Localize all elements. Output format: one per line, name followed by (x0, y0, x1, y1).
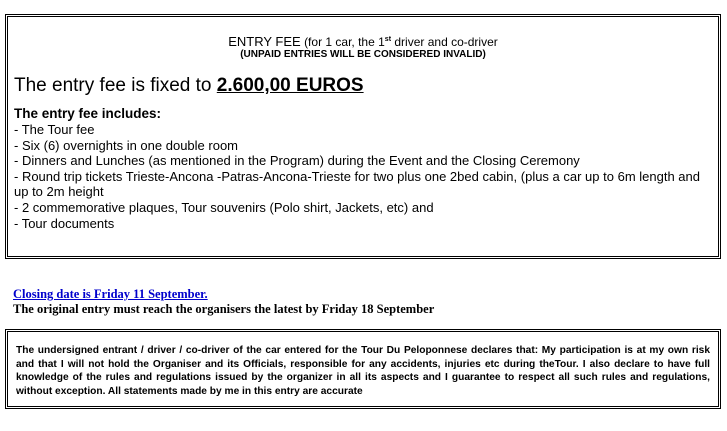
original-entry-deadline: The original entry must reach the organisers the latest by Friday 18 September (13, 302, 435, 316)
closing-date-link[interactable]: Closing date is Friday 11 September. (13, 287, 208, 301)
unpaid-entries-warning: (UNPAID ENTRIES WILL BE CONSIDERED INVALID) (240, 49, 486, 60)
entry-fee-note-ordinal: 1 (378, 35, 385, 49)
declaration-text: The undersigned entrant / driver / co-driver of the car entered for the Tour Du Peloponnese declares that: My participation is at my own risk and that I will not hold the Organiser and its Officials, responsible for any accidents, injuries etc during theTour. I also declare to have full knowledge of the rules and regulations issued by the organizer in all its aspects and I guarantee to respect all such rules and regulations, without exception. All statements made by me in this entry are accurate (16, 345, 710, 397)
includes-title: The entry fee includes: (14, 106, 162, 121)
entry-fee-note-ordinal-sup: st (384, 36, 392, 43)
fee-fixed-text: The entry fee is fixed to (14, 75, 212, 96)
list-item: - Dinners and Lunches (as mentioned in the Program) during the Event and the Closing Ceremony (14, 153, 580, 169)
fee-amount: 2.600,00 EUROS (216, 75, 364, 96)
fee-fixed-line (14, 75, 712, 97)
entry-fee-note-pre: (for 1 car, the (304, 35, 375, 49)
list-item: - Six (6) overnights in one double room (14, 137, 239, 153)
entry-fee-box (5, 14, 721, 259)
entry-fee-note-post: driver and co-driver (394, 35, 498, 49)
list-item: - 2 commemorative plaques, Tour souvenirs (Polo shirt, Jackets, etc) and (14, 199, 434, 215)
closing-date (13, 287, 208, 302)
list-item: - Round trip tickets Trieste-Ancona -Patras-Ancona-Trieste for two plus one 2bed cabin, (plus a car up to 6m length and up to 2m height (14, 168, 700, 200)
list-item: - The Tour fee (14, 122, 95, 137)
includes-list (14, 122, 712, 231)
declaration-box (5, 329, 721, 409)
list-item: - Tour documents (14, 215, 115, 231)
entry-fee-title: ENTRY FEE (228, 34, 301, 49)
entry-fee-heading (14, 35, 712, 49)
